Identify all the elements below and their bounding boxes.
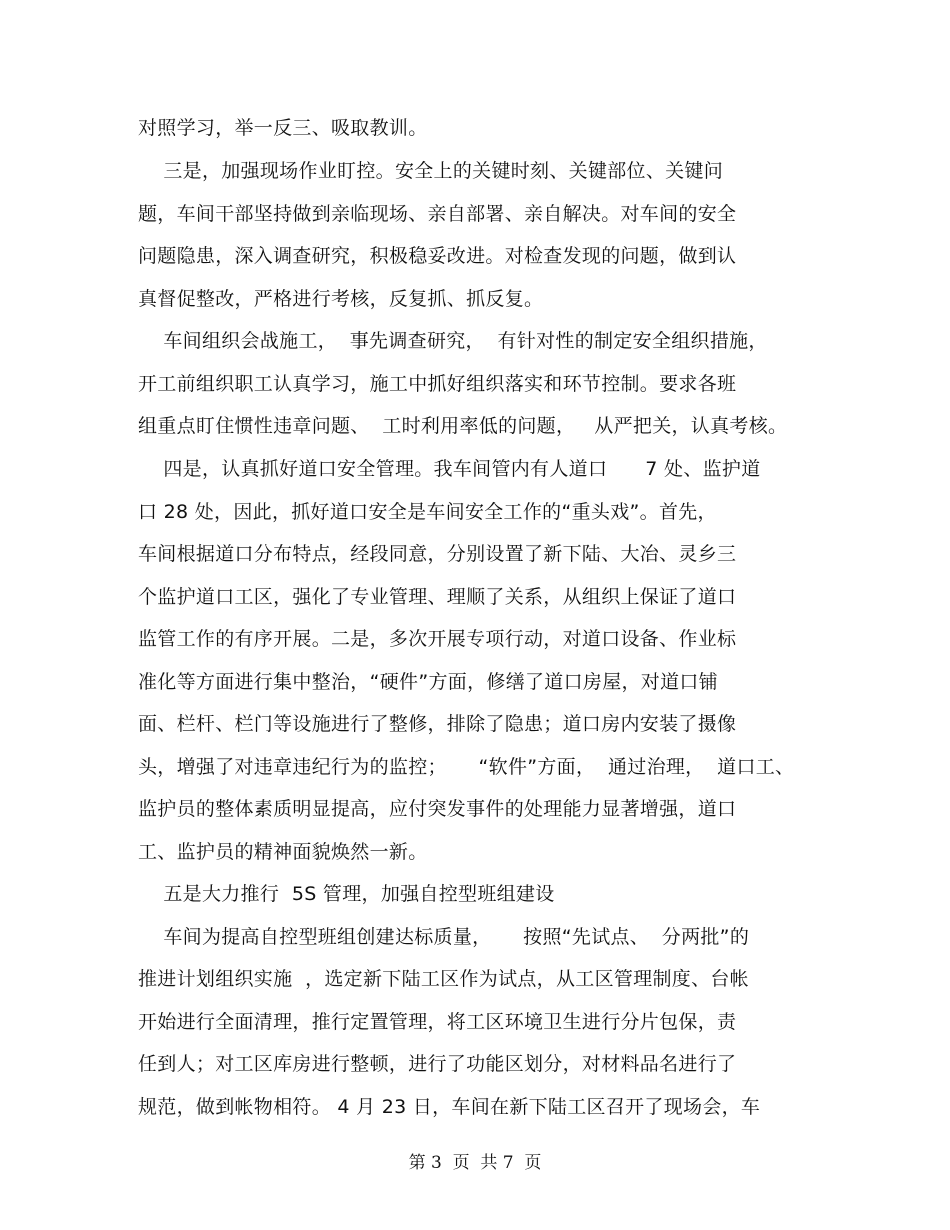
text-line: 组重点盯住惯性违章问题、 工时利用率低的问题， 从严把关，认真考核。 <box>138 415 788 437</box>
text-line: 车间为提高自控型班组创建达标质量， 按照“先试点、 分两批”的 <box>138 926 750 948</box>
text-line: 面、栏杆、栏门等设施进行了整修，排除了隐患；道口房内安装了摄像 <box>138 713 737 735</box>
text-line: 头，增强了对违章违纪行为的监控； “软件”方面， 通过治理， 道口工、 <box>138 756 795 778</box>
text-line: 四是，认真抓好道口安全管理。我车间管内有人道口 7 处、监护道 <box>138 458 761 480</box>
text-line: 监管工作的有序开展。二是，多次开展专项行动，对道口设备、作业标 <box>138 628 737 650</box>
text-line: 开始进行全面清理，推行定置管理，将工区环境卫生进行分片包保，责 <box>138 1011 737 1033</box>
text-line: 个监护道口工区，强化了专业管理、理顺了关系，从组织上保证了道口 <box>138 586 737 608</box>
text-line: 规范，做到帐物相符。 4 月 23 日，车间在新下陆工区召开了现场会，车 <box>138 1096 761 1118</box>
text-line: 任到人；对工区库房进行整顿，进行了功能区划分，对材料品名进行了 <box>138 1053 737 1075</box>
page-number-footer: 第 3 页 共 7 页 <box>408 1153 542 1173</box>
text-line: 推进计划组织实施 ，选定新下陆工区作为试点，从工区管理制度、台帐 <box>138 968 749 990</box>
text-line: 开工前组织职工认真学习，施工中抓好组织落实和环节控制。要求各班 <box>138 373 737 395</box>
text-line: 工、监护员的精神面貌焕然一新。 <box>138 841 428 863</box>
text-line: 三是，加强现场作业盯控。安全上的关键时刻、关键部位、关键问 <box>138 160 724 182</box>
text-line: 问题隐患，深入调查研究，积极稳妥改进。对检查发现的问题，做到认 <box>138 245 737 267</box>
text-line: 监护员的整体素质明显提高，应付突发事件的处理能力显著增强，道口 <box>138 798 737 820</box>
text-line: 题，车间干部坚持做到亲临现场、亲自部署、亲自解决。对车间的安全 <box>138 203 737 225</box>
text-line: 对照学习，举一反三、吸取教训。 <box>138 117 428 139</box>
text-line: 车间组织会战施工， 事先调查研究， 有针对性的制定安全组织措施， <box>138 330 768 352</box>
section-heading: 五是大力推行 5S 管理，加强自控型班组建设 <box>138 883 555 905</box>
text-line: 车间根据道口分布特点，经段同意，分别设置了新下陆、大冶、灵乡三 <box>138 543 737 565</box>
text-line: 口 28 处，因此，抓好道口安全是车间安全工作的“重头戏”。首先， <box>138 501 717 523</box>
text-line: 准化等方面进行集中整治，“硬件”方面，修缮了道口房屋，对道口铺 <box>138 671 718 693</box>
text-line: 真督促整改，严格进行考核，反复抓、抓反复。 <box>138 288 544 310</box>
